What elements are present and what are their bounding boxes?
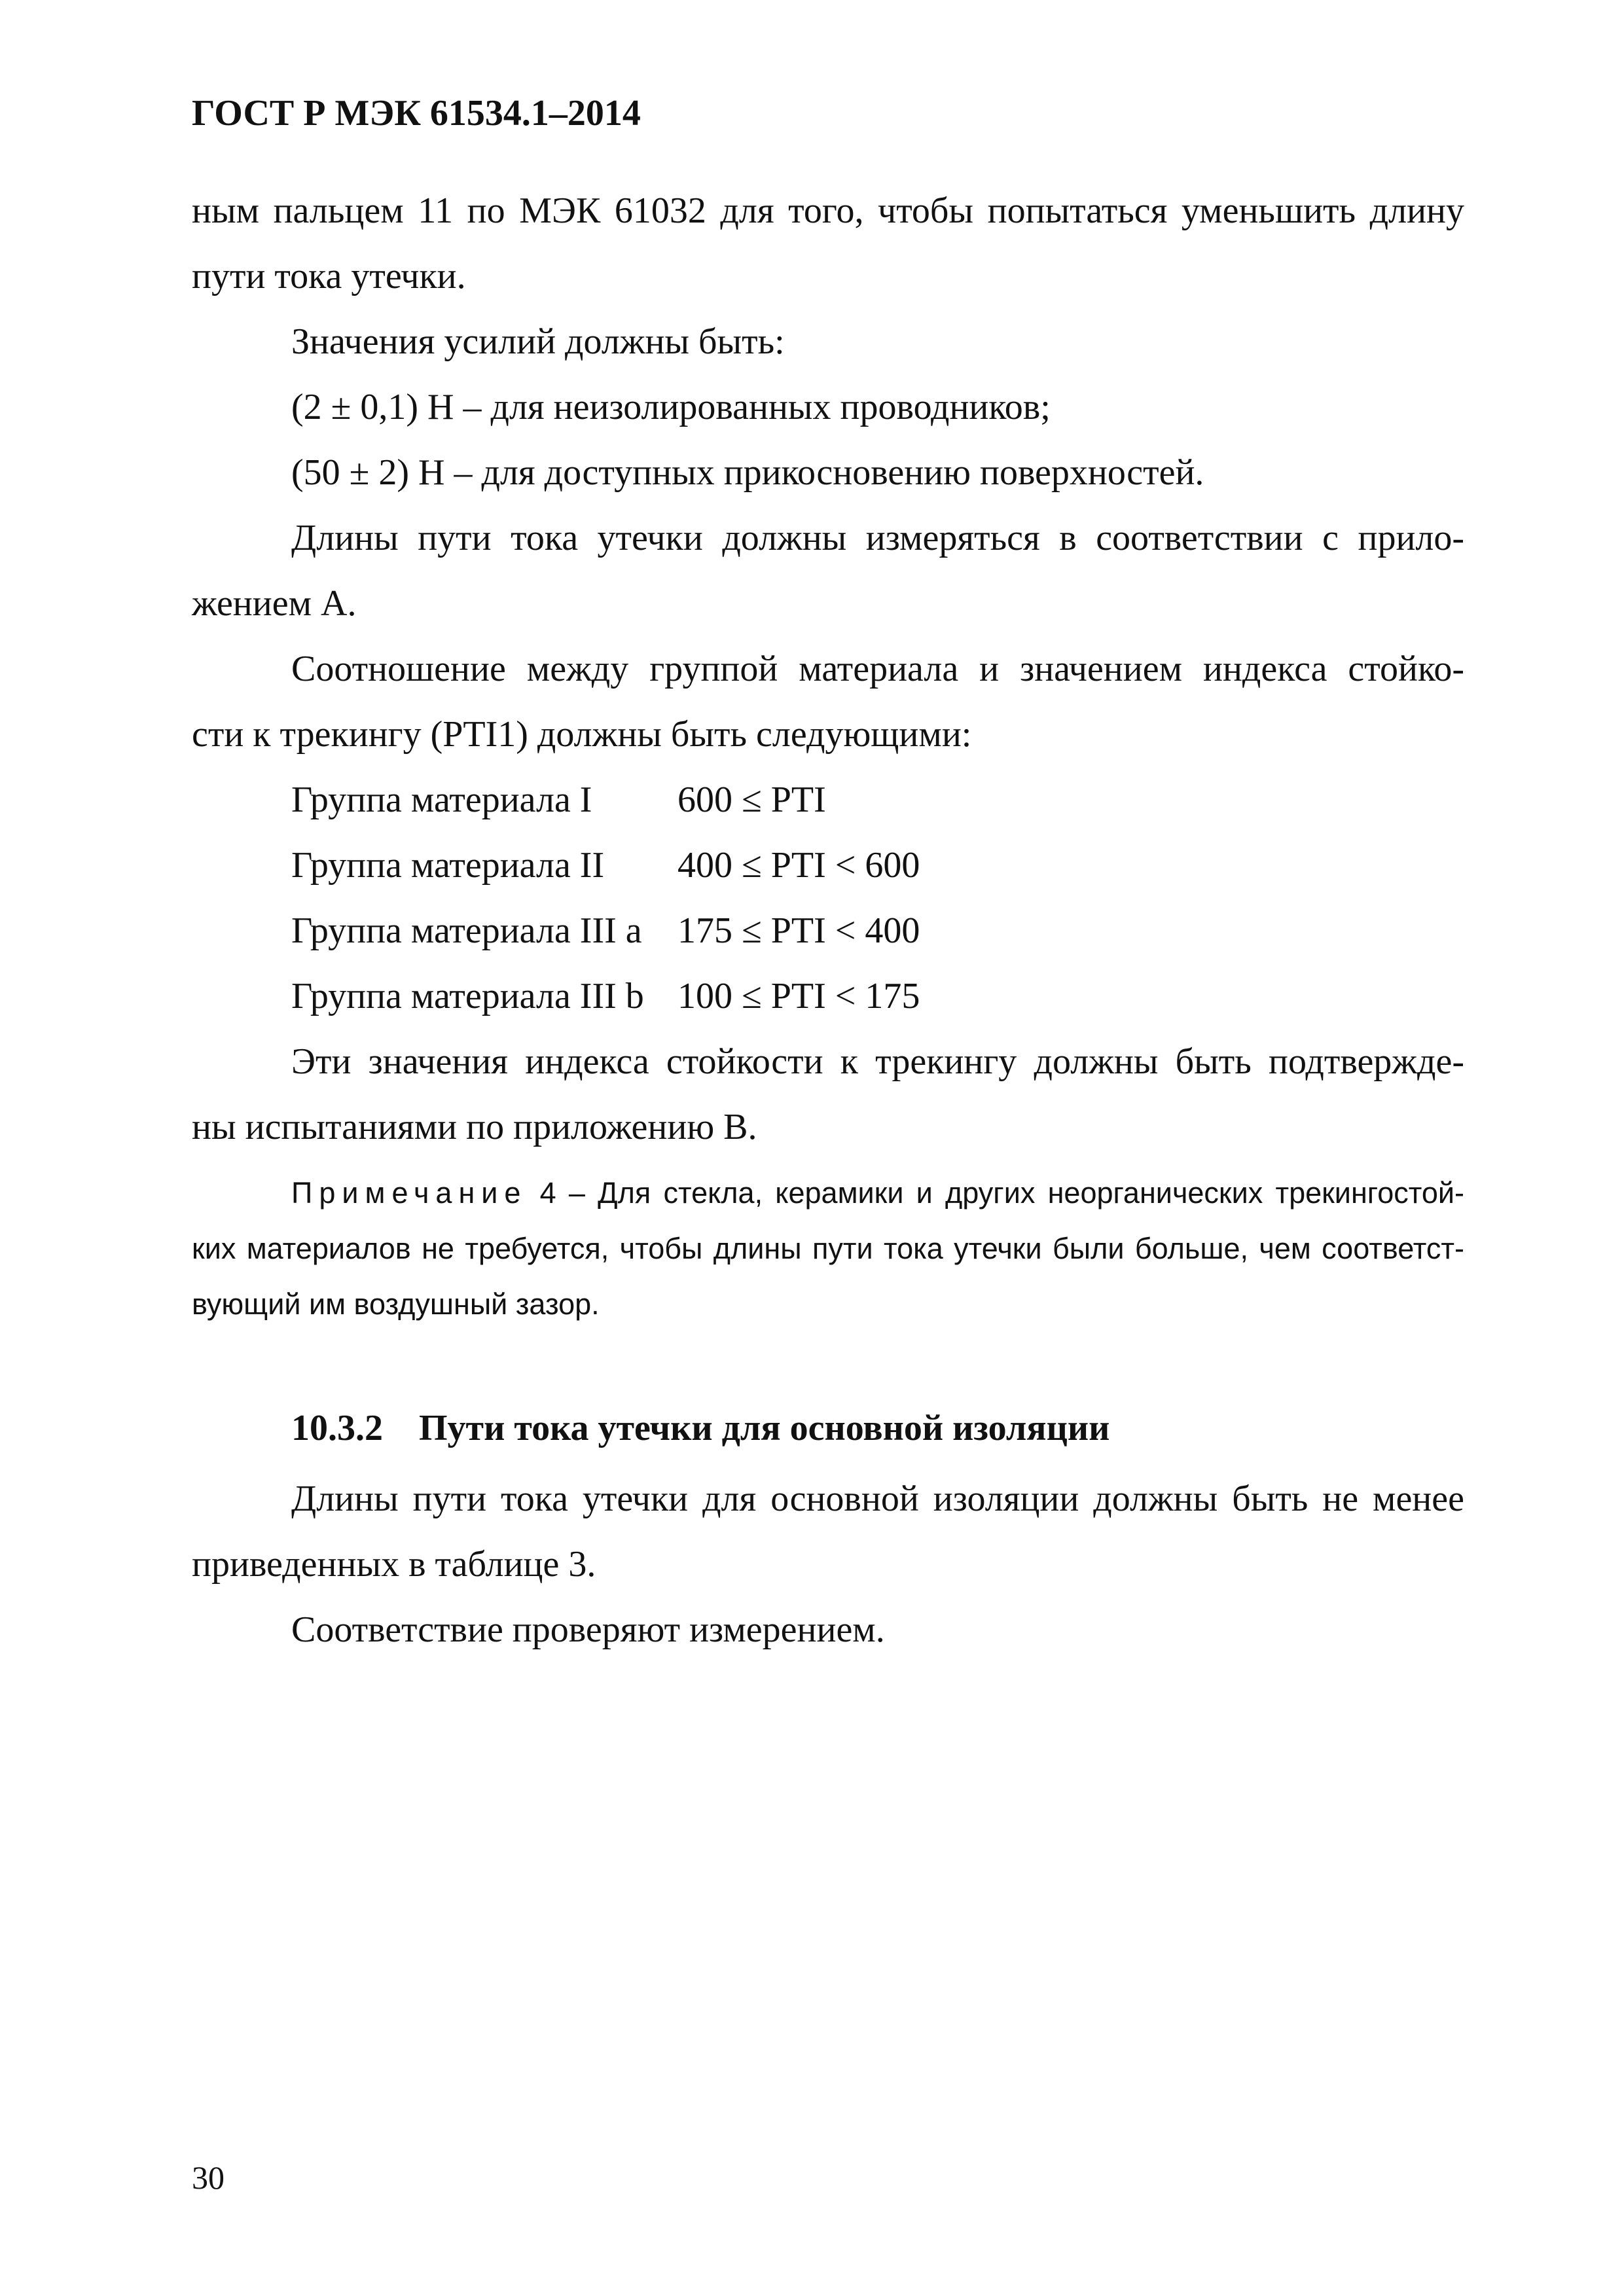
section-title: Пути тока утечки для основной изоляции	[419, 1408, 1110, 1448]
section-paragraph-1	[192, 1466, 1464, 1597]
note-line-1	[192, 1165, 1464, 1221]
section-para2: Соответствие проверяют измерением.	[291, 1609, 885, 1650]
intro-paragraph	[192, 178, 1464, 309]
note-text-2: ких материалов не требуется, чтобы длины пути тока утечки были больше, чем соответст-	[192, 1232, 1464, 1265]
note-line-2	[192, 1221, 1464, 1276]
section-heading	[291, 1407, 1110, 1449]
forces-item-1: (2 ± 0,1) Н – для неизолированных проводников;	[291, 387, 1051, 427]
relation-line-1: Соотношение между группой материала и значением индекса стойко-	[291, 649, 1464, 689]
material-group-name: Группа материала I	[291, 780, 592, 820]
material-group-range: 400 ≤ PTI < 600	[677, 845, 920, 886]
confirm-line-1: Эти значения индекса стойкости к трекингу должны быть подтвержде-	[291, 1041, 1464, 1082]
material-group-row	[192, 963, 1464, 1029]
material-group-name: Группа материала III a	[291, 910, 642, 951]
material-group-range: 175 ≤ PTI < 400	[677, 910, 920, 951]
relation-paragraph	[192, 636, 1464, 767]
section-paragraph-2	[192, 1597, 1464, 1662]
page-number: 30	[192, 2159, 225, 2196]
note-text-1: 4 – Для стекла, керамики и других неорганических трекингостой-	[527, 1176, 1464, 1210]
note-block	[192, 1165, 1464, 1332]
material-group-name: Группа материала II	[291, 845, 605, 886]
measure-line-2: жением А.	[192, 583, 357, 624]
note-first-line	[291, 1165, 1464, 1221]
material-group-row	[192, 833, 1464, 898]
note-line-3: вующий им воздушный зазор.	[192, 1287, 600, 1321]
measure-line-1: Длины пути тока утечки должны измеряться в соответствии с прило-	[291, 518, 1464, 558]
section-para1-line-1: Длины пути тока утечки для основной изоляции должны быть не менее	[291, 1479, 1464, 1519]
section-number: 10.3.2	[291, 1408, 383, 1448]
forces-block	[192, 309, 1464, 505]
material-group-range: 100 ≤ PTI < 175	[677, 976, 920, 1016]
confirm-paragraph	[192, 1029, 1464, 1160]
material-group-row	[192, 898, 1464, 963]
material-group-range: 600 ≤ PTI	[677, 780, 826, 820]
note-label: Примечание	[291, 1176, 528, 1210]
intro-line-1: ным пальцем 11 по МЭК 61032 для того, чтобы попытаться уменьшить длину	[192, 190, 1464, 231]
forces-heading: Значения усилий должны быть:	[291, 321, 785, 362]
document-header: ГОСТ Р МЭК 61534.1–2014	[192, 93, 641, 134]
intro-line-2: пути тока утечки.	[192, 256, 466, 296]
forces-item-2: (50 ± 2) Н – для доступных прикосновению поверхностей.	[291, 452, 1204, 493]
relation-line-2: сти к трекингу (PTI1) должны быть следующими:	[192, 714, 972, 755]
measure-paragraph	[192, 505, 1464, 636]
material-groups-table	[192, 767, 1464, 1029]
section-para1-line-2: приведенных в таблице 3.	[192, 1544, 596, 1585]
material-group-row	[192, 767, 1464, 833]
confirm-line-2: ны испытаниями по приложению В.	[192, 1107, 757, 1147]
material-group-name: Группа материала III b	[291, 976, 644, 1016]
